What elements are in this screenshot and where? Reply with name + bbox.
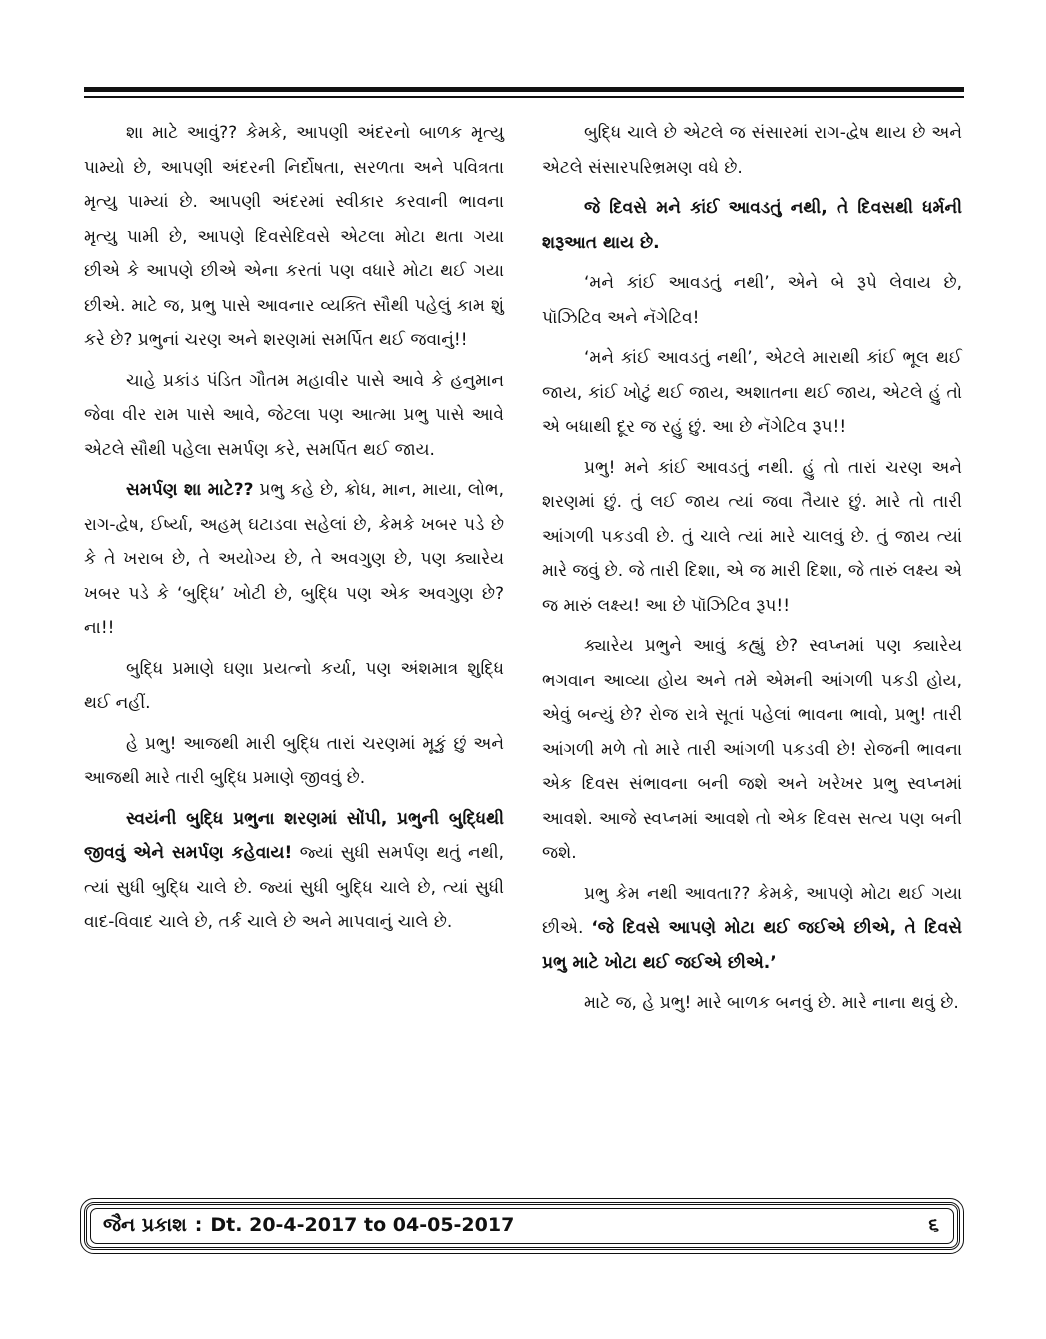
left-paragraph-4: બુદ્ધિ પ્રમાણે ઘણા પ્રયત્નો કર્યા, પણ અંશમાત્ર શુદ્ધિ થઈ નહીં. (84, 658, 504, 713)
left-paragraph-3 (84, 473, 504, 646)
header-rule-thin (84, 96, 964, 98)
publication-name: જૈન પ્રકાશ (103, 1214, 187, 1236)
left-paragraph-3-bold: સમર્પણ શા માટે?? (126, 480, 254, 500)
left-paragraph-6-text: જ્યાં સુધી સમર્પણ થતું નથી, ત્યાં સુધી બુદ્ધિ ચાલે છે. જ્યાં સુધી બુદ્ધિ ચાલે છે, ત્યાં સુધી વાદ-વિવાદ ચાલે છે, તર્ક ચાલે છે અને માપવાનું ચાલે છે. (84, 843, 504, 932)
page-number: ૬ (928, 1214, 939, 1236)
left-paragraph-6 (84, 802, 504, 940)
right-paragraph-4: ‘મને કાંઈ આવડતું નથી’, એટલે મારાથી કાંઈ ભૂલ થઈ જાય, કાંઈ ખોટું થઈ જાય, અશાતના થઈ જાય, એટલે હું તો એ બધાથી દૂર જ રહું છું. આ છે નૅગેટિવ રૂપ!! (542, 348, 962, 437)
left-paragraph-5: હે પ્રભુ! આજથી મારી બુદ્ધિ તારાં ચરણમાં મૂકું છું અને આજથી મારે તારી બુદ્ધિ પ્રમાણે જીવવું છે. (84, 733, 504, 788)
left-column (84, 116, 504, 940)
right-paragraph-1: બુદ્ધિ ચાલે છે એટલે જ સંસારમાં રાગ-દ્વેષ થાય છે અને એટલે સંસારપરિભ્રમણ વધે છે. (542, 123, 962, 178)
left-paragraph-2: ચાહે પ્રકાંડ પંડિત ગૌતમ મહાવીર પાસે આવે કે હનુમાન જેવા વીર રામ પાસે આવે, જેટલા પણ આત્મા પ્રભુ પાસે આવે એટલે સૌથી પહેલા સમર્પણ કરે, સમર્પિત થઈ જાય. (84, 370, 504, 460)
right-paragraph-7-text: પ્રભુ કેમ નથી આવતા?? કેમકે, આપણે મોટા થઈ ગયા છીએ. (542, 883, 962, 938)
left-paragraph-6-bold: સ્વયંની બુદ્ધિ પ્રભુના શરણમાં સોંપી, પ્રભુની બુદ્ધિથી જીવવું એને સમર્પણ કહેવાય! (84, 808, 504, 863)
right-paragraph-7 (542, 877, 962, 981)
footer-box (84, 1202, 960, 1250)
left-paragraph-3-text: પ્રભુ કહે છે, ક્રોધ, માન, માયા, લોભ, રાગ-દ્વેષ, ઈર્ષ્યા, અહમ્ ઘટાડવા સહેલાં છે, કેમકે ખબર પડે છે કે તે ખરાબ છે, તે અયોગ્ય છે, તે અવગુણ છે, પણ ક્યારેય ખબર પડે કે ‘બુદ્ધિ’ ખોટી છે, બુદ્ધિ પણ એક અવગુણ છે? ના!! (84, 480, 504, 638)
footer-separator: : (194, 1214, 203, 1236)
footer-publication-line (103, 1214, 514, 1236)
left-paragraph-1: શા માટે આવું?? કેમકે, આપણી અંદરનો બાળક મૃત્યુ પામ્યો છે, આપણી અંદરની નિર્દોષતા, સરળતા અને પવિત્રતા મૃત્યુ પામ્યાં છે. આપણી અંદરમાં સ્વીકાર કરવાની ભાવના મૃત્યુ પામી છે, આપણે દિવસેદિવસે એટલા મોટા થતા ગયા છીએ કે આપણે છીએ એના કરતાં પણ વધારે મોટા થઈ ગયા છીએ. માટે જ, પ્રભુ પાસે આવનાર વ્યક્તિ સૌથી પહેલું કામ શું કરે છે? પ્રભુનાં ચરણ અને શરણમાં સમર્પિત થઈ જવાનું!! (84, 123, 504, 350)
right-paragraph-2 (542, 191, 962, 260)
issue-date: Dt. 20-4-2017 to 04-05-2017 (210, 1214, 515, 1236)
right-paragraph-3: ‘મને કાંઈ આવડતું નથી’, એને બે રૂપે લેવાય છે, પૉઝિટિવ અને નૅગેટિવ! (542, 273, 962, 328)
right-paragraph-6: ક્યારેય પ્રભુને આવું કહ્યું છે? સ્વપ્નમાં પણ ક્યારેય ભગવાન આવ્યા હોય અને તમે એમની આંગળી પકડી હોય, એવું બન્યું છે? રોજ રાત્રે સૂતાં પહેલાં ભાવના ભાવો, પ્રભુ! તારી આંગળી મળે તો મારે તારી આંગળી પકડવી છે! રોજની ભાવના એક દિવસ સંભાવના બની જશે અને ખરેખર પ્રભુ સ્વપ્નમાં આવશે. આજે સ્વપ્નમાં આવશે તો એક દિવસ સત્ય પણ બની જશે. (542, 636, 962, 863)
right-paragraph-8: માટે જ, હે પ્રભુ! મારે બાળક બનવું છે. મારે નાના થવું છે. (584, 993, 959, 1013)
right-paragraph-2-bold: જે દિવસે મને કાંઈ આવડતું નથી, તે દિવસથી ધર્મની શરૂઆત થાય છે. (542, 198, 962, 253)
right-paragraph-5: પ્રભુ! મને કાંઈ આવડતું નથી. હું તો તારાં ચરણ અને શરણમાં છું. તું લઈ જાય ત્યાં જવા તૈયાર છું. મારે તો તારી આંગળી પકડવી છે. તું ચાલે ત્યાં મારે ચાલવું છે. તું જાય ત્યાં મારે જવું છે. જે તારી દિશા, એ જ મારી દિશા, જે તારું લક્ષ્ય એ જ મારું લક્ષ્ય! આ છે પૉઝિટિવ રૂપ!! (542, 457, 962, 616)
right-column (542, 116, 962, 1021)
header-rule-thick (84, 87, 964, 92)
right-paragraph-7-bold: ‘જે દિવસે આપણે મોટા થઈ જઈએ છીએ, તે દિવસે પ્રભુ માટે ખોટા થઈ જઈએ છીએ.’ (542, 918, 963, 973)
